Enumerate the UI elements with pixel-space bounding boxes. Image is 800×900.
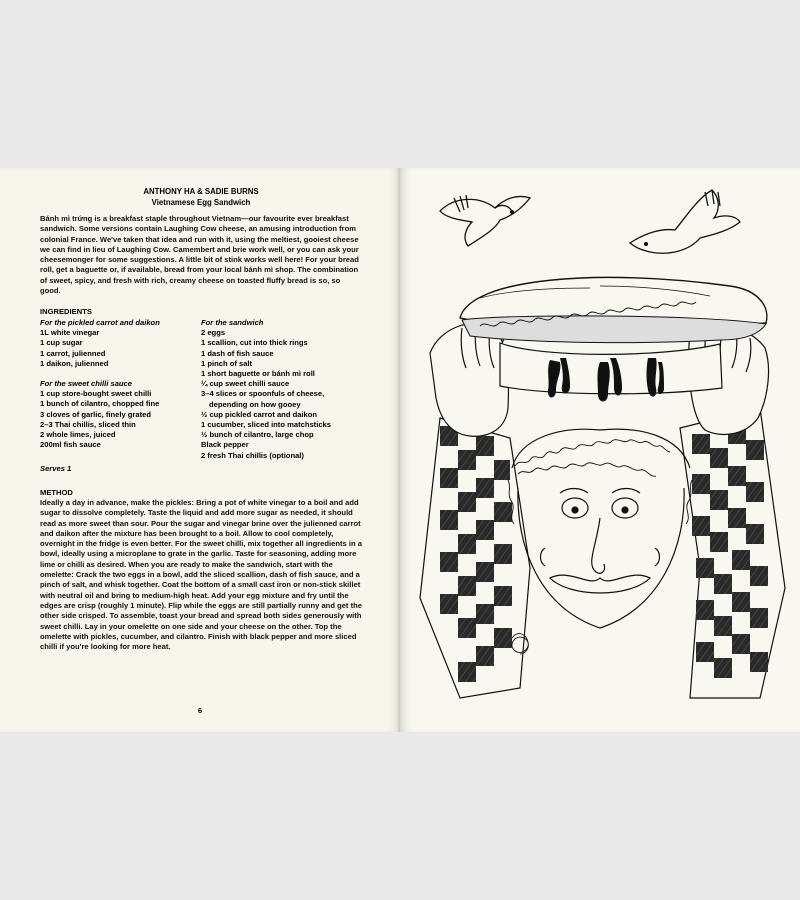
ingredient-item: 2 eggs: [201, 328, 226, 338]
bird-left-icon: [440, 195, 530, 246]
authors: ANTHONY HA & SADIE BURNS: [143, 187, 259, 196]
ingredient-item: 200ml fish sauce: [40, 440, 101, 450]
ingredient-item: ½ cup pickled carrot and daikon: [201, 409, 318, 419]
hair: [508, 429, 692, 654]
ingredient-item: 1 daikon, julienned: [40, 358, 109, 368]
person-holding-sandwich-illustration: [400, 168, 800, 732]
ingredient-item: 1 pinch of salt: [201, 358, 253, 368]
ingredient-item: 1 cucumber, sliced into matchsticks: [201, 420, 331, 430]
recipe-title: Vietnamese Egg Sandwich: [151, 198, 251, 207]
ingredients-heading: INGREDIENTS: [40, 307, 92, 316]
sandwich-heading: For the sandwich: [201, 318, 264, 327]
ingredient-item: 2 fresh Thai chillis (optional): [201, 450, 304, 460]
ingredient-item: 3 cloves of garlic, finely grated: [40, 409, 151, 419]
intro-text: Bánh mì trứng is a breakfast staple throughout Vietnam—our favourite ever breakfast sandwich. Some versions contain Laughing Cow cheese, an amusing introduction from colonial France. We've taken that idea and run with it, using the meltiest, gooiest cheese we can find in lieu of Laughing Cow. Camembert and brie work well, or you can ask your cheesemonger for some suggestions. A little bit of stink works well here! For your bread roll, get a baguette or, if available, bread from your local bánh mì shop. The combination of sweet, spicy, and fresh with rich, creamy cheese on toasted fluffy bread is so, so good.: [40, 214, 359, 296]
ingredient-item: 3–4 slices or spoonfuls of cheese,: [201, 389, 325, 399]
right-sleeve: [680, 408, 785, 698]
ingredient-item: depending on how gooey: [209, 399, 301, 409]
left-sleeve: [420, 418, 530, 698]
ingredient-item: 1 cup store-bought sweet chilli: [40, 389, 152, 399]
serves-label: Serves 1: [40, 464, 72, 473]
right-page: [400, 168, 800, 732]
method-text: Ideally a day in advance, make the pickles: Bring a pot of white vinegar to a boil and add sugar to dissolve completely. Taste the liquid and add more sugar as needed, it should read as more sweet than sour. Pour the sugar and vinegar brine over the julienned carrot and daikon after the mixture has been brought to a boil. Allow to cool completely, overnight in the fridge is even better. For the sweet chilli, mix together all ingredients in a bowl, ideally using a microplane to grate in the garlic. Taste for seasoning, adding more lime or chilli as desired. When you are ready to make the sandwich, start with the omelette: Crack the two eggs in a bowl, add the sliced scallion, dash of fish sauce, and a pinch of salt, and whisk together. Coat the bottom of a small cast iron or non-stick skillet with neutral oil and bring to medium-high heat. Add your egg mixture and fry until the edges are crisp (roughly 1 minute). Flip while the eggs are still partially runny and get the other side crisped. To assemble, toast your bread and spread both sides generously with sweet chilli. Lay in your omelette on one side and your cheese on the other. Top the omelette with pickles, cucumber, and cilantro. Finish with black pepper and more sliced chilli if you're looking for more heat.: [40, 498, 362, 652]
recipe-header: [40, 186, 362, 208]
bird-right-icon: [630, 190, 740, 253]
ingredient-item: 1 bunch of cilantro, chopped fine: [40, 399, 160, 409]
page-number: 6: [197, 706, 203, 715]
ingredient-item: 1 cup sugar: [40, 338, 83, 348]
left-page: [0, 168, 400, 732]
ingredient-item: 1 dash of fish sauce: [201, 348, 274, 358]
ingredient-item: ¼ cup sweet chilli sauce: [201, 379, 290, 389]
ingredient-item: 1 scallion, cut into thick rings: [201, 338, 308, 348]
method-heading: METHOD: [40, 488, 73, 497]
ingredient-item: 2 whole limes, juiced: [40, 430, 116, 440]
face: [518, 488, 684, 628]
book-spread: [0, 168, 800, 732]
ingredient-item: 2–3 Thai chillis, sliced thin: [40, 419, 136, 429]
pickled-heading: For the pickled carrot and daikon: [40, 318, 160, 327]
ingredient-item: 1 short baguette or bánh mì roll: [201, 369, 315, 379]
ingredients-right-column: [201, 318, 361, 461]
intro-paragraph: [40, 214, 362, 296]
ingredient-item: ½ bunch of cilantro, large chop: [201, 430, 314, 440]
ingredient-item: 1L white vinegar: [40, 328, 100, 338]
ingredients-left-column: [40, 318, 200, 450]
ingredient-item: Black pepper: [201, 440, 249, 450]
chilli-heading: For the sweet chilli sauce: [40, 379, 133, 389]
sandwich-icon: [460, 277, 767, 401]
ingredient-item: 1 carrot, julienned: [40, 348, 106, 358]
